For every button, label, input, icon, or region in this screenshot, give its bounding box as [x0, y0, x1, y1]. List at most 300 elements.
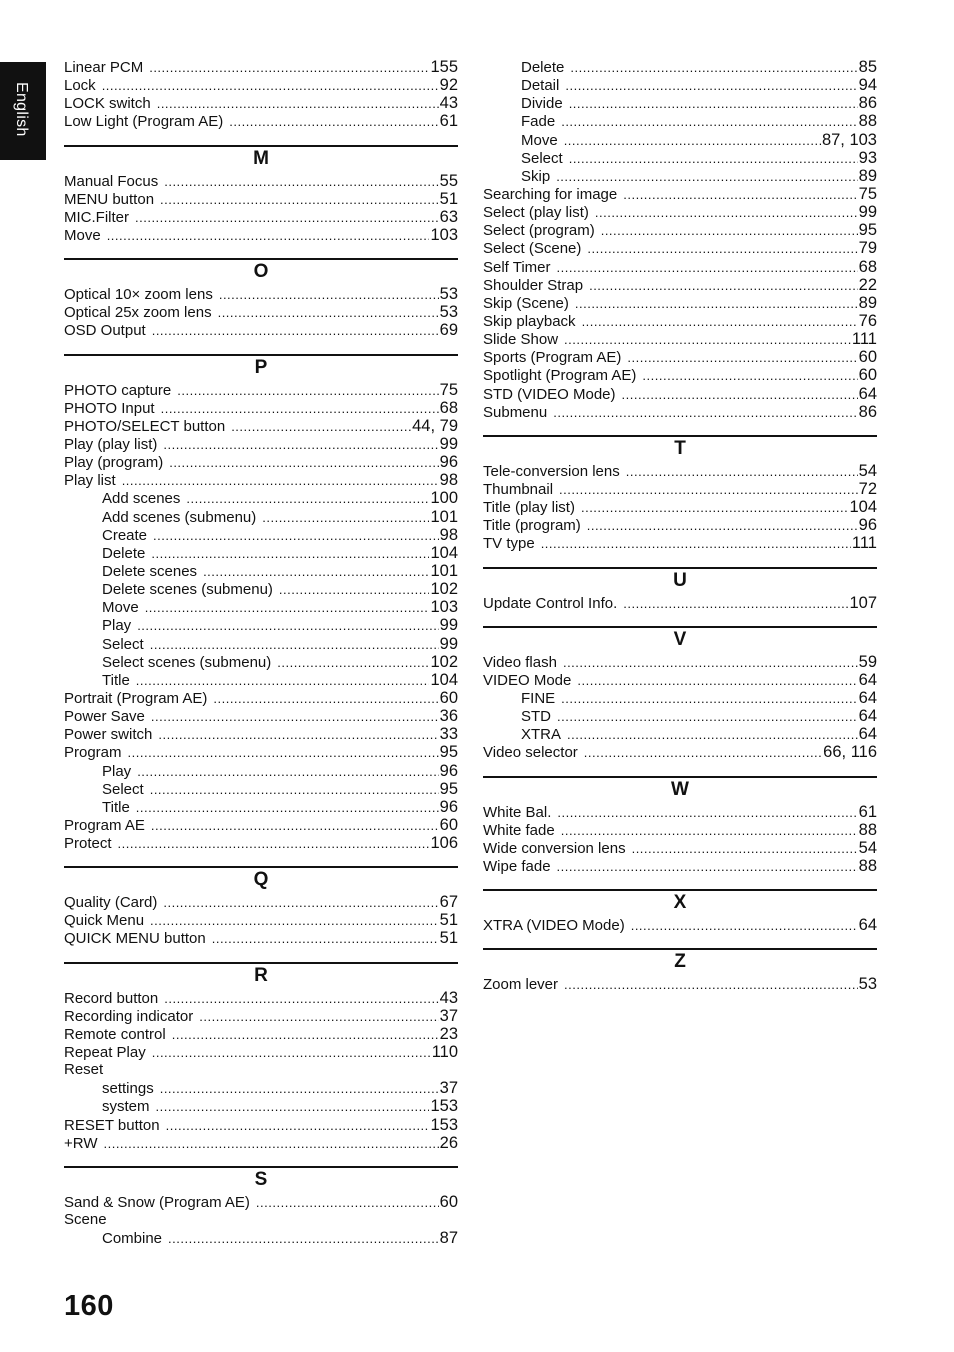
- dot-leader: [160, 1080, 439, 1098]
- dot-leader: [122, 472, 439, 490]
- index-page-ref: 60: [439, 1192, 458, 1211]
- dot-leader: [595, 204, 858, 222]
- index-page-ref: 64: [858, 916, 877, 935]
- index-term: Select (play list): [483, 204, 589, 222]
- index-subentry: [64, 653, 458, 671]
- index-term: Spotlight (Program AE): [483, 367, 637, 385]
- index-subentry: [483, 76, 877, 94]
- dot-leader: [164, 173, 438, 191]
- dot-leader: [564, 132, 821, 150]
- index-term: Play: [102, 762, 132, 780]
- index-page-ref: 54: [858, 838, 877, 857]
- dot-leader: [218, 304, 439, 322]
- index-entry: [64, 1193, 458, 1211]
- index-page-ref: 98: [439, 525, 458, 544]
- section-letter-heading: U: [483, 567, 877, 594]
- dot-leader: [166, 1117, 430, 1135]
- index-term: Sand & Snow (Program AE): [64, 1193, 250, 1211]
- dot-leader: [565, 77, 857, 95]
- index-page-ref: 60: [439, 688, 458, 707]
- index-page-ref: 99: [439, 616, 458, 635]
- dot-leader: [229, 113, 438, 131]
- index-page-ref: 95: [858, 221, 877, 240]
- dot-leader: [231, 418, 411, 436]
- index-entry: [64, 417, 458, 435]
- index-entry: [64, 1025, 458, 1043]
- dot-leader: [567, 726, 858, 744]
- index-subentry: [483, 149, 877, 167]
- index-subentry: [64, 616, 458, 634]
- index-term: Wipe fade: [483, 857, 551, 875]
- dot-leader: [589, 277, 858, 295]
- index-term: White fade: [483, 821, 555, 839]
- index-page-ref: 63: [439, 207, 458, 226]
- dot-leader: [557, 708, 858, 726]
- index-term: TV type: [483, 535, 535, 553]
- dot-leader: [199, 1008, 438, 1026]
- index-page-ref: 92: [439, 76, 458, 95]
- dot-leader: [102, 77, 439, 95]
- index-term: Title (play list): [483, 499, 575, 517]
- index-term: Title (program): [483, 517, 581, 535]
- index-page-ref: 86: [858, 402, 877, 421]
- index-term: Add scenes: [102, 490, 181, 508]
- index-page-ref: 103: [430, 225, 458, 244]
- dot-leader: [152, 322, 439, 340]
- index-page-ref: 69: [439, 321, 458, 340]
- index-page-ref: 87: [439, 1229, 458, 1248]
- dot-leader: [212, 930, 439, 948]
- page-number: 160: [64, 1290, 114, 1322]
- index-term: Detail: [521, 77, 560, 95]
- dot-leader: [642, 367, 857, 385]
- index-entry: [64, 1061, 458, 1079]
- index-entry: [483, 821, 877, 839]
- index-entry: [483, 857, 877, 875]
- index-entry: [483, 534, 877, 552]
- index-term: FINE: [521, 689, 556, 707]
- dot-leader: [623, 595, 848, 613]
- index-term: Scene: [64, 1211, 107, 1229]
- index-entry: [64, 834, 458, 852]
- index-term: Select (Scene): [483, 240, 582, 258]
- dot-leader: [152, 1044, 431, 1062]
- dot-leader: [569, 150, 858, 168]
- index-term: Select scenes (submenu): [102, 653, 272, 671]
- index-entry: [483, 385, 877, 403]
- index-subentry: [64, 798, 458, 816]
- index-term: Title: [102, 671, 130, 689]
- dot-leader: [213, 690, 438, 708]
- index-entry: [483, 480, 877, 498]
- dot-leader: [219, 286, 439, 304]
- dot-leader: [186, 490, 429, 508]
- section-letter-heading: P: [64, 354, 458, 381]
- dot-leader: [256, 1194, 439, 1212]
- index-term: Wide conversion lens: [483, 839, 626, 857]
- index-term: Self Timer: [483, 258, 551, 276]
- index-page-ref: 96: [439, 453, 458, 472]
- index-term: Delete: [102, 544, 146, 562]
- index-term: Record button: [64, 989, 159, 1007]
- index-term: settings: [102, 1080, 154, 1098]
- dot-leader: [150, 781, 439, 799]
- index-term: Video selector: [483, 744, 578, 762]
- index-page-ref: 107: [849, 593, 877, 612]
- index-term: Title: [102, 798, 130, 816]
- index-entry: [483, 916, 877, 934]
- index-page-ref: 88: [858, 820, 877, 839]
- section-letter-heading: Q: [64, 866, 458, 893]
- index-page-ref: 104: [430, 670, 458, 689]
- index-term: Fade: [521, 113, 556, 131]
- index-page-ref: 99: [439, 434, 458, 453]
- index-term: Manual Focus: [64, 172, 159, 190]
- dot-leader: [177, 382, 438, 400]
- index-entry: [64, 172, 458, 190]
- index-page-ref: 64: [858, 688, 877, 707]
- dot-leader: [128, 744, 439, 762]
- index-page-ref: 44, 79: [412, 416, 458, 435]
- index-term: Play (program): [64, 454, 164, 472]
- index-subentry: [64, 671, 458, 689]
- index-subentry: [483, 689, 877, 707]
- index-subentry: [64, 526, 458, 544]
- index-page-ref: 54: [858, 461, 877, 480]
- index-subentry: [483, 725, 877, 743]
- index-entry: [483, 348, 877, 366]
- index-term: Linear PCM: [64, 59, 144, 76]
- section-letter-heading: M: [64, 145, 458, 172]
- index-term: MENU button: [64, 190, 155, 208]
- dot-leader: [137, 763, 438, 781]
- index-term: Low Light (Program AE): [64, 113, 224, 131]
- index-entry: [64, 453, 458, 471]
- index-subentry: [483, 58, 877, 76]
- section-letter-heading: V: [483, 626, 877, 653]
- index-entry: [64, 58, 458, 76]
- index-term: Select: [521, 149, 563, 167]
- index-entry: [64, 1211, 458, 1229]
- index-page-ref: 66, 116: [823, 743, 877, 762]
- index-subentry: [64, 635, 458, 653]
- index-term: Create: [102, 526, 148, 544]
- index-page-ref: 51: [439, 911, 458, 930]
- index-page-ref: 37: [439, 1079, 458, 1098]
- index-entry: [64, 1007, 458, 1025]
- index-subentry: [64, 1097, 458, 1115]
- section-letter-heading: O: [64, 258, 458, 285]
- index-page-ref: 61: [439, 112, 458, 131]
- dot-leader: [601, 222, 858, 240]
- index-page-ref: 98: [439, 471, 458, 490]
- dot-leader: [135, 209, 439, 227]
- dot-leader: [149, 59, 429, 77]
- dot-leader: [157, 95, 439, 113]
- index-page-ref: 61: [858, 802, 877, 821]
- dot-leader: [163, 436, 438, 454]
- index-term: +RW: [64, 1134, 98, 1152]
- index-entry: [483, 803, 877, 821]
- dot-leader: [556, 168, 857, 186]
- index-term: Video flash: [483, 653, 557, 671]
- dot-leader: [582, 313, 858, 331]
- index-term: LOCK switch: [64, 95, 151, 113]
- dot-leader: [569, 95, 858, 113]
- section-letter-heading: W: [483, 776, 877, 803]
- index-page-ref: 75: [439, 380, 458, 399]
- index-entry: [483, 743, 877, 761]
- index-term: STD (VIDEO Mode): [483, 385, 616, 403]
- index-entry: [64, 399, 458, 417]
- index-page-ref: 103: [430, 598, 458, 617]
- index-term: Combine: [102, 1230, 163, 1248]
- index-page-ref: 43: [439, 988, 458, 1007]
- index-entry: [64, 1116, 458, 1134]
- index-page-ref: 104: [430, 543, 458, 562]
- index-subentry: [483, 112, 877, 130]
- index-page-ref: 60: [858, 366, 877, 385]
- index-entry: [64, 725, 458, 743]
- dot-leader: [156, 1098, 430, 1116]
- index-entry: [64, 76, 458, 94]
- dot-leader: [103, 1135, 438, 1153]
- index-entry: [64, 893, 458, 911]
- index-page-ref: 101: [430, 507, 458, 526]
- index-page-ref: 93: [858, 148, 877, 167]
- section-letter-heading: X: [483, 889, 877, 916]
- dot-leader: [575, 295, 858, 313]
- index-subentry: [64, 544, 458, 562]
- dot-leader: [561, 113, 857, 131]
- index-term: Submenu: [483, 403, 548, 421]
- index-page-ref: 111: [851, 534, 877, 553]
- index-page-ref: 64: [858, 725, 877, 744]
- index-entry: [483, 671, 877, 689]
- index-term: Recording indicator: [64, 1007, 194, 1025]
- index-term: Skip: [521, 167, 551, 185]
- dot-leader: [587, 240, 857, 258]
- dot-leader: [150, 912, 439, 930]
- index-page-ref: 22: [858, 275, 877, 294]
- index-subentry: [64, 580, 458, 598]
- language-tab: [0, 62, 46, 160]
- index-page-ref: 96: [439, 797, 458, 816]
- index-page-ref: 72: [858, 479, 877, 498]
- index-entry: [64, 208, 458, 226]
- dot-leader: [557, 259, 858, 277]
- index-term: Zoom lever: [483, 976, 559, 994]
- index-term: Select (program): [483, 222, 595, 240]
- index-term: Delete: [521, 59, 565, 76]
- dot-leader: [581, 499, 849, 517]
- index-page-ref: 101: [430, 561, 458, 580]
- index-term: QUICK MENU button: [64, 930, 206, 948]
- dot-leader: [564, 331, 851, 349]
- index-subentry: [483, 131, 877, 149]
- index-entry: [483, 239, 877, 257]
- index-page-ref: 64: [858, 670, 877, 689]
- index-entry: [483, 594, 877, 612]
- index-subentry: [483, 167, 877, 185]
- index-term: Delete scenes (submenu): [102, 581, 273, 599]
- index-page-ref: 89: [858, 166, 877, 185]
- index-entry: [64, 190, 458, 208]
- index-subentry: [64, 598, 458, 616]
- index-term: Play (play list): [64, 435, 158, 453]
- index-page-ref: 43: [439, 94, 458, 113]
- index-page-ref: 53: [439, 285, 458, 304]
- index-subentry: [483, 707, 877, 725]
- index-entry: [64, 989, 458, 1007]
- section-letter-heading: S: [64, 1166, 458, 1193]
- index-term: system: [102, 1098, 150, 1116]
- index-subentry: [64, 489, 458, 507]
- index-page-ref: 153: [430, 1097, 458, 1116]
- index-term: Searching for image: [483, 185, 618, 203]
- index-page-ref: 111: [851, 330, 877, 349]
- index-entry: [483, 330, 877, 348]
- dot-leader: [584, 744, 822, 762]
- index-entry: [64, 689, 458, 707]
- index-entry: [483, 221, 877, 239]
- dot-leader: [172, 1026, 439, 1044]
- index-term: PHOTO Input: [64, 399, 155, 417]
- dot-leader: [158, 726, 438, 744]
- dot-leader: [631, 917, 858, 935]
- dot-leader: [168, 1230, 439, 1248]
- index-term: Select: [102, 635, 144, 653]
- dot-leader: [203, 563, 429, 581]
- index-subentry: [64, 780, 458, 798]
- index-page-ref: 33: [439, 725, 458, 744]
- index-page-ref: 87, 103: [821, 130, 877, 149]
- dot-leader: [169, 454, 438, 472]
- index-term: RESET button: [64, 1116, 160, 1134]
- index-page-ref: 102: [430, 580, 458, 599]
- section-letter-heading: R: [64, 962, 458, 989]
- index-entry: [64, 743, 458, 761]
- dot-leader: [150, 636, 439, 654]
- index-entry: [483, 185, 877, 203]
- index-column-left: [64, 58, 458, 1247]
- index-page-ref: 89: [858, 293, 877, 312]
- dot-leader: [622, 386, 858, 404]
- index-entry: [64, 435, 458, 453]
- dot-leader: [623, 186, 857, 204]
- dot-leader: [563, 654, 858, 672]
- index-page-ref: 37: [439, 1006, 458, 1025]
- index-entry: [64, 707, 458, 725]
- index-entry: [483, 403, 877, 421]
- index-term: Power switch: [64, 726, 153, 744]
- index-term: White Bal.: [483, 803, 552, 821]
- index-term: Reset: [64, 1061, 104, 1079]
- index-entry: [64, 929, 458, 947]
- index-entry: [483, 462, 877, 480]
- section-letter-heading: Z: [483, 948, 877, 975]
- index-subentry: [64, 762, 458, 780]
- index-term: Select: [102, 780, 144, 798]
- index-entry: [64, 285, 458, 303]
- index-term: Portrait (Program AE): [64, 689, 208, 707]
- index-page-ref: 94: [858, 76, 877, 95]
- index-term: Delete scenes: [102, 562, 198, 580]
- dot-leader: [553, 404, 857, 422]
- index-page-ref: 53: [439, 303, 458, 322]
- dot-leader: [561, 822, 858, 840]
- index-page-ref: 26: [439, 1133, 458, 1152]
- dot-leader: [160, 191, 439, 209]
- dot-leader: [137, 617, 438, 635]
- index-term: Lock: [64, 77, 96, 95]
- index-term: Play list: [64, 472, 116, 490]
- dot-leader: [153, 527, 439, 545]
- index-entry: [483, 975, 877, 993]
- index-term: Shoulder Strap: [483, 276, 584, 294]
- index-page-ref: 51: [439, 189, 458, 208]
- dot-leader: [570, 59, 857, 77]
- index-column-right: [483, 58, 877, 993]
- index-page-ref: 88: [858, 856, 877, 875]
- index-entry: [64, 303, 458, 321]
- dot-leader: [164, 990, 438, 1008]
- index-entry: [64, 471, 458, 489]
- index-page-ref: 68: [439, 398, 458, 417]
- index-entry: [64, 112, 458, 130]
- dot-leader: [557, 804, 857, 822]
- index-term: Repeat Play: [64, 1044, 146, 1062]
- dot-leader: [632, 840, 858, 858]
- dot-leader: [151, 545, 429, 563]
- language-tab-label: English: [13, 82, 30, 137]
- index-term: Program AE: [64, 816, 145, 834]
- index-page-ref: 95: [439, 779, 458, 798]
- index-page-ref: 75: [858, 184, 877, 203]
- index-entry: [64, 816, 458, 834]
- index-page-ref: 100: [430, 489, 458, 508]
- index-entry: [483, 839, 877, 857]
- index-page-ref: 99: [858, 203, 877, 222]
- index-term: Tele-conversion lens: [483, 462, 620, 480]
- dot-leader: [561, 690, 857, 708]
- section-letter-heading: T: [483, 435, 877, 462]
- dot-leader: [118, 835, 430, 853]
- index-subentry: [483, 94, 877, 112]
- index-subentry: [64, 562, 458, 580]
- index-entry: [483, 258, 877, 276]
- index-subentry: [64, 1229, 458, 1247]
- index-page-ref: 95: [439, 743, 458, 762]
- index-term: Slide Show: [483, 331, 559, 349]
- dot-leader: [627, 349, 857, 367]
- index-page-ref: 76: [858, 311, 877, 330]
- index-entry: [483, 653, 877, 671]
- index-entry: [483, 276, 877, 294]
- index-page-ref: 79: [858, 239, 877, 258]
- index-page-ref: 86: [858, 94, 877, 113]
- index-term: Sports (Program AE): [483, 349, 622, 367]
- index-term: Quick Menu: [64, 912, 145, 930]
- index-entry: [483, 498, 877, 516]
- index-term: Skip (Scene): [483, 294, 569, 312]
- index-page-ref: 88: [858, 112, 877, 131]
- index-page-ref: 96: [858, 516, 877, 535]
- index-term: Move: [102, 599, 139, 617]
- index-term: XTRA (VIDEO Mode): [483, 917, 625, 935]
- index-term: STD: [521, 708, 551, 726]
- index-page-ref: 102: [430, 652, 458, 671]
